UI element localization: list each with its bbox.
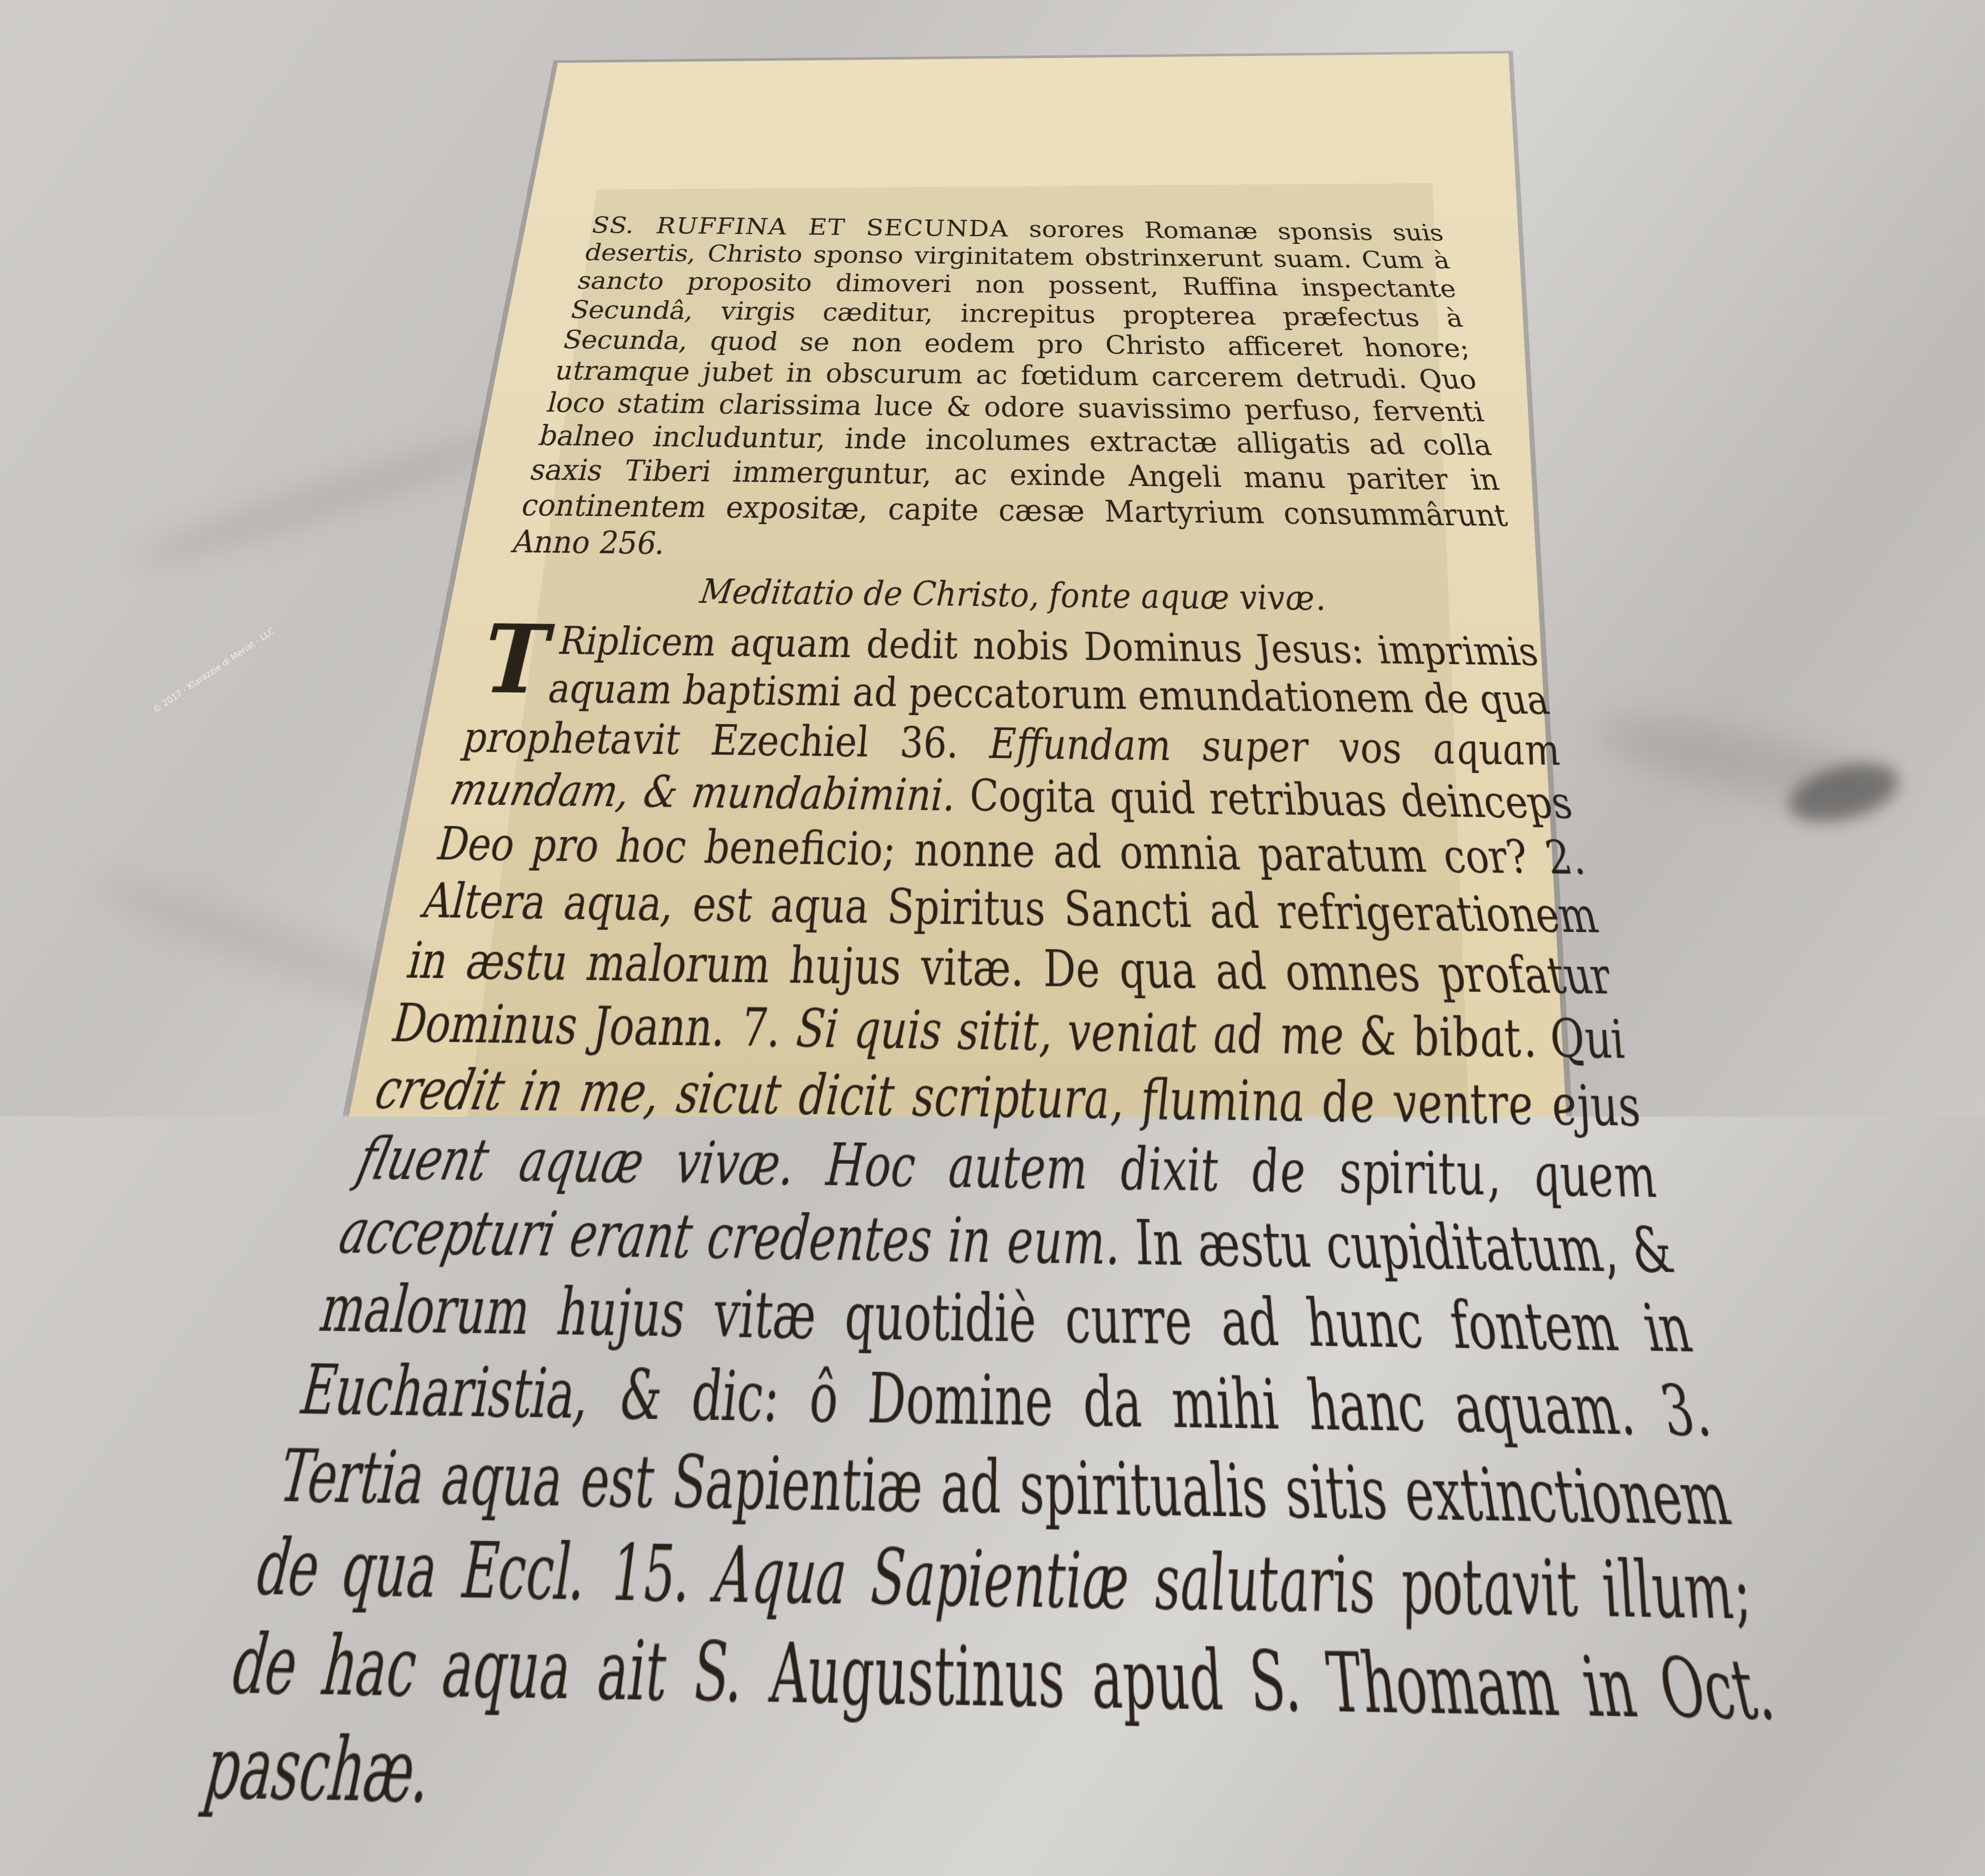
meditation-quote: Aqua Sapientiæ salutaris potavit illum;: [711, 1530, 1759, 1638]
saints-paragraph: [509, 212, 1519, 572]
saints-title: SS. RUFFINA ET SECUNDA: [588, 212, 1009, 242]
meditation-text: Cogita quid retribuas deinceps Deo pro hoc beneficio; nonne ad omnia paratum cor? 2. Altera aqua, est aqua Spiritus Sancti ad refrigerationem in æstu malorum hujus vitæ. De qua ad omnes profatur Dominus Joann. 7.: [386, 770, 1617, 1060]
meditation-heading: Meditatio de Christo, fonte aquæ vivæ.: [697, 572, 1327, 619]
meditation-text: Riplicem aquam dedit nobis Dominus Jesus: imprimis aquam baptismi ad peccatorum emundationem de qua prophetavit Ezechiel 36.: [458, 618, 1553, 768]
meditation-quote: Effundam super vos aquam mundam, & mundabimini.: [445, 719, 1565, 821]
dropcap-letter: T: [470, 604, 560, 716]
meditation-quote: Si quis sitit, veniat ad me & bibat. Qui credit in me, sicut dicit scriptura, flumina de ventre ejus fluent aquæ vivæ. Hoc autem dixit de spiritu, quem accepturi erant credentes in eum.: [333, 998, 1663, 1279]
meditation-text: de hac aqua ait S. Augustinus apud S. Thomam in Oct. paschæ.: [195, 1617, 1782, 1823]
watermark: © 2017 · Klarazzie di Meriat · LLC: [151, 625, 277, 715]
saints-text: sorores Romanæ sponsis suis desertis, Christo sponso virginitatem obstrinxerunt suam. Cum à sancto proposito dimoveri non possent, Ruffina inspectante Secundâ, virgis cæditur, increpitus propterea præfectus à Secunda, quod se non eodem pro Christo afficeret honore; utramque jubet in obscurum ac fœtidum carcerem detrudi. Quo loco statim clarissima luce & odore suavissimo perfuso, ferventi balneo includuntur, inde incolumes extractæ alligatis ad colla saxis Tiberi immerguntur, ac exinde Angeli manu pariter in continentem expositæ, capite cæsæ Martyrium consummârunt Anno 256.: [509, 216, 1511, 562]
meditation-text: In æstu cupiditatum, & malorum hujus vitæ quotidiè curre ad hunc fontem in Eucharistia, & dic: ô Domine da mihi hanc aquam. 3. Tertia aqua est Sapientiæ ad spiritualis sitis extinctionem de qua Eccl. 15.: [246, 1207, 1738, 1621]
